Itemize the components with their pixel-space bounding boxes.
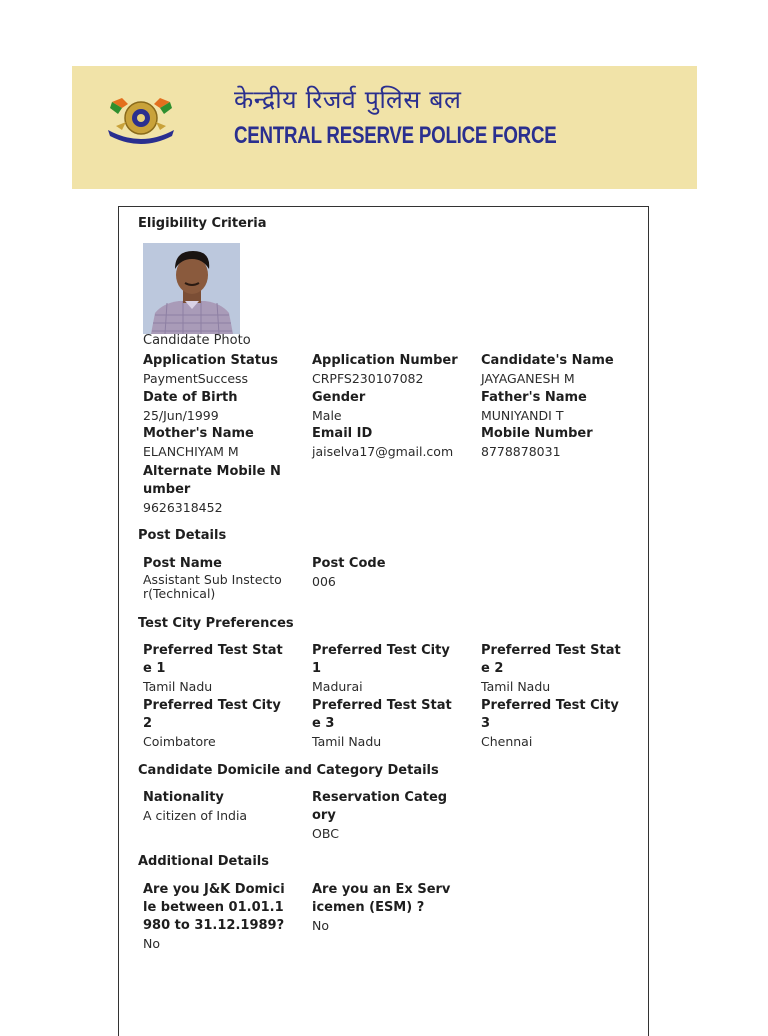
field-email: Email ID jaiselva17@gmail.com <box>312 426 454 459</box>
field-test-state-2: Preferred Test State 2 Tamil Nadu <box>481 643 621 694</box>
field-test-city-2: Preferred Test City 2 Coimbatore <box>143 698 281 749</box>
english-title: CENTRAL RESERVE POLICE FORCE <box>234 122 557 149</box>
photo-caption: Candidate Photo <box>143 333 251 348</box>
field-ex-servicemen: Are you an Ex Servicemen (ESM) ? No <box>312 882 451 933</box>
field-application-number: Application Number CRPFS230107082 <box>312 353 458 386</box>
field-gender: Gender Male <box>312 390 366 423</box>
field-test-city-1: Preferred Test City 1 Madurai <box>312 643 450 694</box>
field-alternate-mobile: Alternate Mobile Number 9626318452 <box>143 464 281 515</box>
field-reservation-category: Reservation Category OBC <box>312 790 448 841</box>
field-application-status: Application Status PaymentSuccess <box>143 353 279 386</box>
field-post-code: Post Code 006 <box>312 556 386 589</box>
hindi-title: केन्द्रीय रिजर्व पुलिस बल <box>234 85 462 114</box>
field-nationality: Nationality A citizen of India <box>143 790 248 823</box>
field-date-of-birth: Date of Birth 25/Jun/1999 <box>143 390 238 423</box>
crpf-emblem-icon <box>98 92 184 148</box>
section-eligibility: Eligibility Criteria <box>138 216 267 231</box>
field-candidate-name: Candidate's Name JAYAGANESH M <box>481 353 614 386</box>
field-test-state-3: Preferred Test State 3 Tamil Nadu <box>312 698 452 749</box>
candidate-photo <box>143 243 240 334</box>
field-mother-name: Mother's Name ELANCHIYAM M <box>143 426 254 459</box>
section-test-city: Test City Preferences <box>138 616 294 631</box>
field-father-name: Father's Name MUNIYANDI T <box>481 390 587 423</box>
field-mobile-number: Mobile Number 8778878031 <box>481 426 593 459</box>
section-post-details: Post Details <box>138 528 227 543</box>
field-test-city-3: Preferred Test City 3 Chennai <box>481 698 619 749</box>
field-post-name: Post Name Assistant Sub Instector(Technical) <box>143 556 282 601</box>
header-banner <box>72 66 697 189</box>
field-test-state-1: Preferred Test State 1 Tamil Nadu <box>143 643 283 694</box>
section-domicile: Candidate Domicile and Category Details <box>138 763 439 778</box>
section-additional: Additional Details <box>138 854 269 869</box>
field-jk-domicile: Are you J&K Domicile between 01.01.1980 to 31.12.1989? No <box>143 882 285 951</box>
